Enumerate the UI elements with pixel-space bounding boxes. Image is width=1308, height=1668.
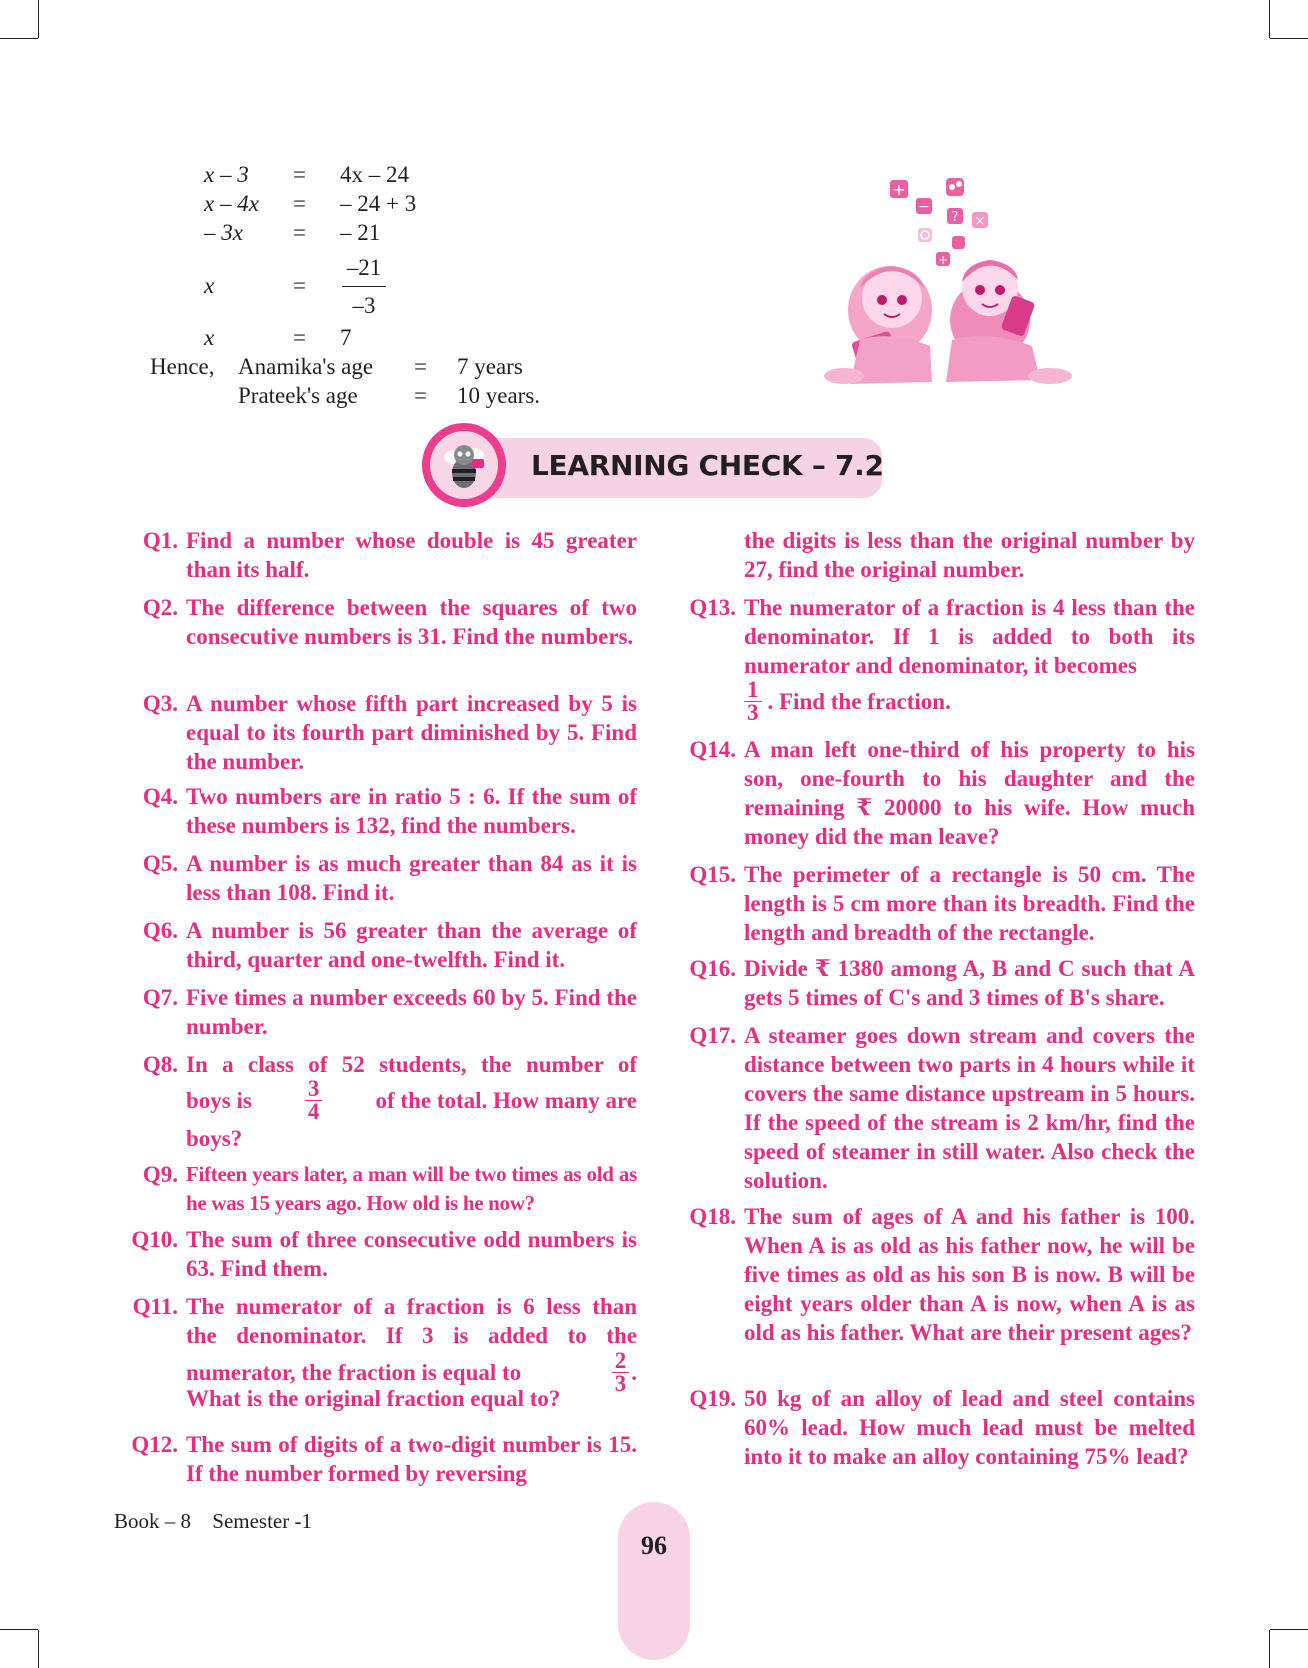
page-number-tab (618, 1502, 690, 1660)
eq-rhs: – 24 + 3 (340, 191, 417, 216)
question-number: Q16. (689, 956, 736, 981)
fraction-denominator: –3 (352, 293, 376, 318)
girl-figure (824, 266, 932, 384)
hence-label: Hence, (150, 354, 215, 379)
inline-fraction (612, 1350, 630, 1395)
question-number: Q17. (689, 1023, 736, 1048)
math-symbol-icons (890, 178, 988, 267)
question-text: A man left one-third of his property to his son, one-fourth to his daughter and the remaining ₹ 20000 to his wife. How much money did the man leave? (744, 737, 1195, 849)
question-number: Q2. (142, 595, 178, 620)
semester-label: Semester -1 (212, 1509, 312, 1533)
children-illustration (820, 170, 1080, 400)
eq-op: = (293, 162, 306, 187)
eq-op: = (293, 220, 306, 245)
question-text: A number is 56 greater than the average of third, quarter and one-twelfth. Find it. (186, 918, 637, 972)
eq-rhs: 7 (340, 325, 352, 350)
answer-op: = (414, 354, 427, 379)
question-text: the denominator. If 3 is added to the (186, 1323, 637, 1348)
eq-lhs: x (204, 325, 215, 350)
question-number: Q4. (142, 784, 178, 809)
crop-mark (38, 1630, 39, 1668)
eq-op: = (293, 325, 306, 350)
eq-lhs: x – 4x (204, 191, 259, 216)
answer-label: Anamika's age (238, 354, 374, 379)
question-text: boys? (186, 1126, 243, 1151)
question-text: 50 kg of an alloy of lead and steel contains 60% lead. How much lead must be melted into it to make an alloy containing 75% lead? (744, 1386, 1195, 1469)
crop-mark (1269, 0, 1270, 38)
bee-mascot-icon (436, 437, 492, 493)
question-text: A steamer goes down stream and covers the distance between two parts in 4 hours while it covers the same distance upstream in 5 hours. If the speed of the stream is 2 km/hr, find the speed of steamer in still water. Also check the solution. (744, 1023, 1195, 1193)
question-text: Find a number whose double is 45 greater than its half. (186, 528, 637, 582)
svg-text:×: × (974, 214, 986, 229)
crop-mark (1269, 1630, 1270, 1668)
svg-text:−: − (918, 199, 930, 215)
footer-book-label (114, 1509, 312, 1534)
question-number: Q9. (142, 1162, 178, 1187)
question-text: What is the original fraction equal to? (186, 1386, 561, 1411)
fraction-numerator: 2 (612, 1350, 630, 1373)
eq-lhs: x (204, 273, 215, 298)
question-number: Q13. (689, 595, 736, 620)
question-text: The sum of three consecutive odd numbers is 63. Find them. (186, 1227, 637, 1281)
question-text: The numerator of a fraction is 6 less than (186, 1294, 637, 1319)
question-text: The difference between the squares of two consecutive numbers is 31. Find the numbers. (186, 595, 637, 649)
question-text: Two numbers are in ratio 5 : 6. If the sum of these numbers is 132, find the numbers. (186, 784, 637, 838)
question-number: Q8. (142, 1052, 178, 1077)
question-text: The perimeter of a rectangle is 50 cm. The length is 5 cm more than its breadth. Find the length and breadth of the rectangle. (744, 862, 1195, 945)
page-number: 96 (641, 1531, 667, 1560)
question-text: the digits is less than the original number by 27, find the original number. (744, 528, 1195, 582)
fraction-group (606, 1350, 637, 1395)
question-number: Q14. (689, 737, 736, 762)
question-number: Q19. (689, 1386, 736, 1411)
answer-value: 7 years (457, 354, 523, 379)
question-item (113, 1292, 637, 1422)
eq-rhs: – 21 (340, 220, 381, 245)
eq-lhs: x – 3 (204, 162, 249, 187)
question-text: The sum of ages of A and his father is 100. When A is as old as his father now, he will be five times as old as his son B is now. B will be eight years older than A is now, when A is as old as his father. What are their present ages? (744, 1204, 1195, 1345)
question-text: Five times a number exceeds 60 by 5. Find the number. (186, 985, 637, 1039)
eq-op: = (293, 191, 306, 216)
question-number: Q1. (142, 528, 178, 553)
question-text: boys is (186, 1088, 252, 1113)
fraction-numerator: –21 (342, 253, 386, 287)
question-number: Q7. (142, 985, 178, 1010)
question-text: The sum of digits of a two-digit number is 15. If the number formed by reversing (186, 1432, 637, 1486)
question-fraction-line (186, 1078, 637, 1123)
question-number: Q5. (142, 851, 178, 876)
fraction-numerator: 1 (744, 679, 762, 702)
eq-fraction (342, 253, 386, 320)
question-text: Fifteen years later, a man will be two times as old as he was 15 years ago. How old is he now? (186, 1162, 637, 1215)
question-item (113, 1050, 637, 1160)
question-fraction-line (744, 679, 951, 724)
fraction-denominator: 3 (614, 1371, 627, 1396)
question-text: A number is as much greater than 84 as it is less than 108. Find it. (186, 851, 637, 905)
question-item (670, 593, 1195, 733)
question-number: Q10. (131, 1227, 178, 1252)
book-label: Book – 8 (114, 1509, 192, 1533)
question-number: Q11. (132, 1294, 178, 1319)
question-text: . Find the fraction. (767, 689, 951, 714)
question-text: numerator, the fraction is equal to (186, 1360, 522, 1385)
question-text: of the total. How many are (375, 1088, 637, 1113)
question-number: Q6. (142, 918, 178, 943)
crop-mark (0, 1629, 38, 1630)
inline-fraction (744, 679, 762, 724)
question-text: A number whose fifth part increased by 5 is equal to its fourth part diminished by 5. Find the number. (186, 691, 637, 774)
eq-rhs: 4x – 24 (340, 162, 409, 187)
fraction-numerator: 3 (305, 1078, 323, 1101)
fraction-denominator: 3 (747, 700, 759, 725)
eq-lhs: – 3x (204, 220, 243, 245)
fraction-denominator: 4 (307, 1099, 320, 1124)
svg-text:+: + (937, 253, 949, 267)
crop-mark (0, 38, 38, 39)
question-number: Q3. (142, 691, 178, 716)
question-text: The numerator of a fraction is 4 less than the denominator. If 1 is added to both its numerator and denominator, it becomes (744, 595, 1195, 678)
svg-text:?: ? (951, 210, 959, 225)
answer-value: 10 years. (457, 383, 541, 408)
svg-text:+: + (892, 180, 906, 199)
question-text: Divide ₹ 1380 among A, B and C such that A gets 5 times of C's and 3 times of B's share. (744, 956, 1195, 1010)
answer-label: Prateek's age (238, 383, 358, 408)
boy-figure (946, 260, 1072, 384)
inline-fraction (305, 1078, 323, 1123)
question-number: Q18. (689, 1204, 736, 1229)
question-number: Q12. (131, 1432, 178, 1457)
learning-check-title: LEARNING CHECK – 7.2 (531, 449, 884, 482)
question-number: Q15. (689, 862, 736, 887)
question-text: In a class of 52 students, the number of (186, 1052, 637, 1077)
crop-mark (1270, 1629, 1308, 1630)
crop-mark (38, 0, 39, 38)
crop-mark (1270, 38, 1308, 39)
answer-op: = (414, 383, 427, 408)
question-text: . (631, 1360, 637, 1385)
eq-op: = (293, 273, 306, 298)
